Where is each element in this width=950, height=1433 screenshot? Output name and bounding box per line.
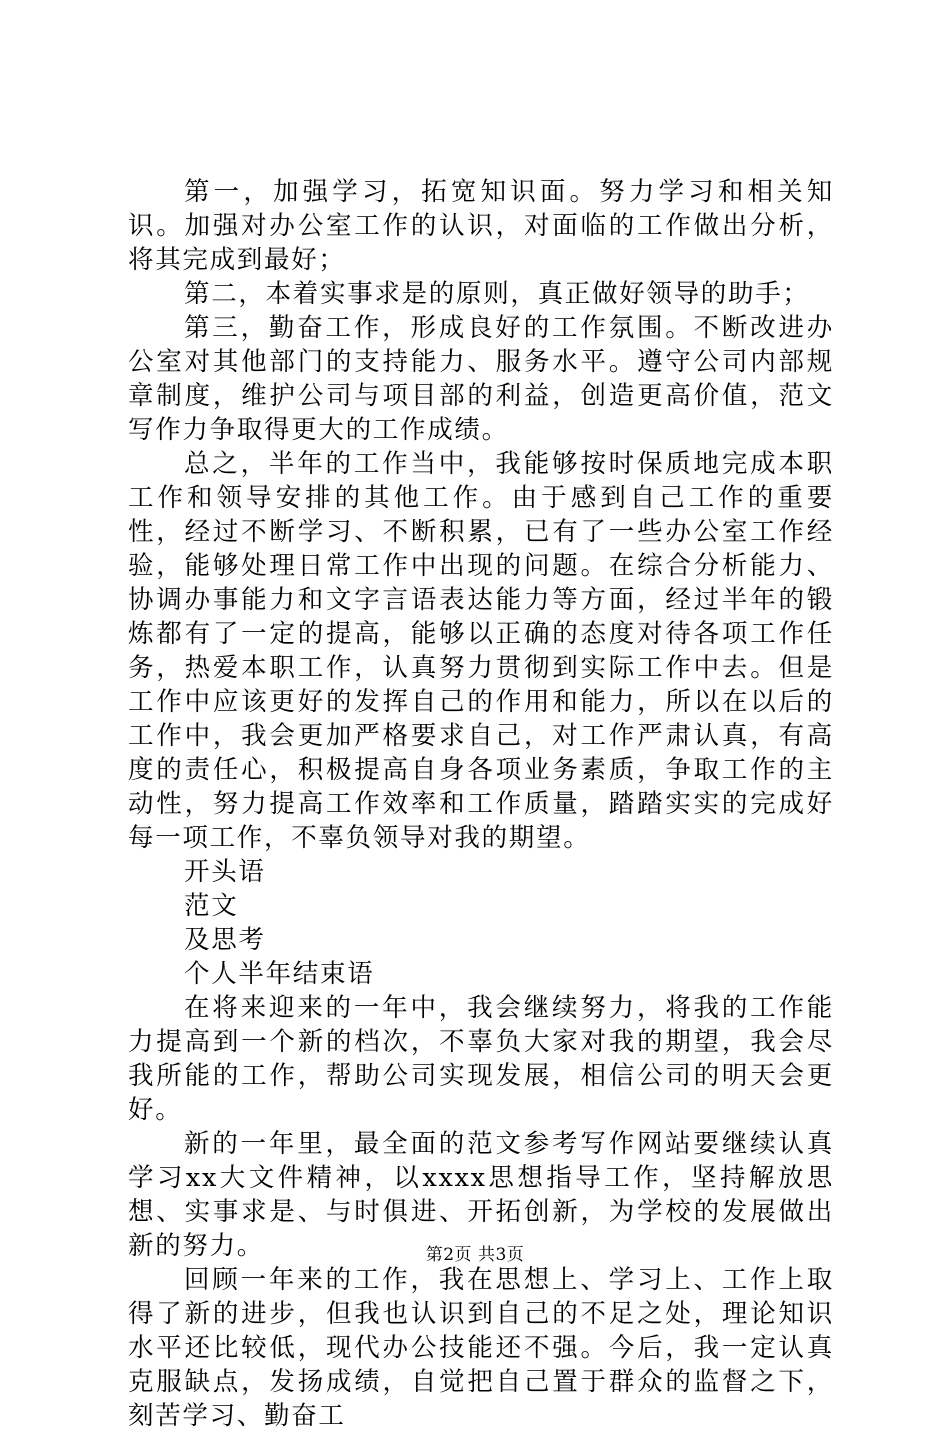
paragraph-4: 总之，半年的工作当中，我能够按时保质地完成本职工作和领导安排的其他工作。由于感到自己工作的重要性，经过不断学习、不断积累，已有了一些办公室工作经验，能够处理日常工作中出现的问题。在综合分析能力、协调办事能力和文字言语表达能力等方面，经过半年的锻炼都有了一定的提高，能够以正确的态度对待各项工作任务，热爱本职工作，认真努力贯彻到实际工作中去。但是工作中应该更好的发挥自己的作用和能力，所以在以后的工作中，我会更加严格要求自己，对工作严肃认真，有高度的责任心，积极提高自身各项业务素质，争取工作的主动性，努力提高工作效率和工作质量，踏踏实实的完成好每一项工作，不辜负领导对我的期望。: [128, 449, 834, 853]
heading-closing: 个人半年结束语: [184, 959, 375, 989]
paragraph-6: 新的一年里，最全面的范文参考写作网站要继续认真学习xx大文件精神，以xxxx思想指导工作，坚持解放思想、实事求是、与时俱进、开拓创新，为学校的发展做出新的努力。: [128, 1129, 834, 1261]
paragraph-2: 第二，本着实事求是的原则，真正做好领导的助手；: [184, 279, 810, 309]
heading-reflection: 及思考: [184, 925, 266, 955]
paragraph-1: 第一，加强学习，拓宽知识面。努力学习和相关知识。加强对办公室工作的认识，对面临的工作做出分析，将其完成到最好；: [128, 177, 834, 275]
paragraph-7: 回顾一年来的工作，我在思想上、学习上、工作上取得了新的进步，但我也认识到自己的不足之处，理论知识水平还比较低，现代办公技能还不强。今后，我一定认真克服缺点，发扬成绩，自觉把自己置于群众的监督之下，刻苦学习、勤奋工: [128, 1265, 834, 1431]
page-number-footer: 第2页 共3页: [425, 1245, 525, 1265]
paragraph-3: 第三，勤奋工作，形成良好的工作氛围。不断改进办公室对其他部门的支持能力、服务水平。遵守公司内部规章制度，维护公司与项目部的利益，创造更高价值，范文写作力争取得更大的工作成绩。: [128, 313, 834, 445]
heading-opening: 开头语: [184, 857, 266, 887]
paragraph-5: 在将来迎来的一年中，我会继续努力，将我的工作能力提高到一个新的档次，不辜负大家对我的期望，我会尽我所能的工作，帮助公司实现发展，相信公司的明天会更好。: [128, 993, 834, 1125]
heading-sample: 范文: [184, 891, 239, 921]
